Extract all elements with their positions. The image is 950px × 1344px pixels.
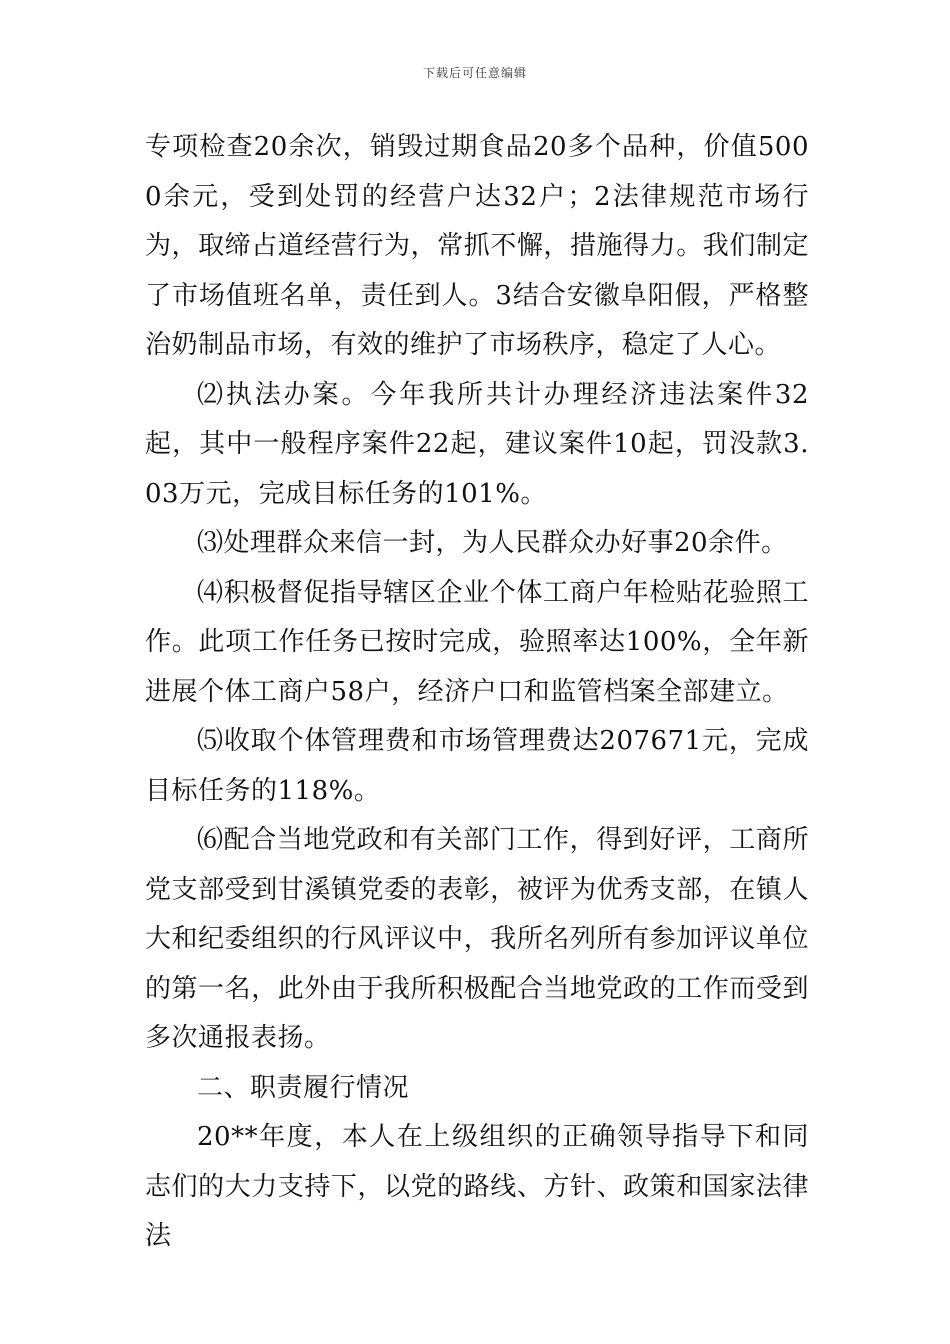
page-header-note: 下载后可任意编辑	[422, 66, 527, 80]
paragraph-6: ⑹配合当地党政和有关部门工作，得到好评，工商所党支部受到甘溪镇党委的表彰，被评为优秀支部，在镇人大和纪委组织的行风评议中，我所名列所有参加评议单位的第一名，此外由于我所积极配合当地党政的工作而受到多次通报表扬。	[145, 825, 809, 1053]
paragraph-1: 专项检查20余次，销毁过期食品20多个品种，价值5000余元，受到处罚的经营户达32户；2法律规范市场行为，取缔占道经营行为，常抓不懈，措施得力。我们制定了市场值班名单，责任到人。3结合安徽阜阳假，严格整治奶制品市场，有效的维护了市场秩序，稳定了人心。	[145, 132, 809, 360]
paragraph-3: ⑶处理群众来信一封，为人民群众办好事20余件。	[197, 528, 788, 558]
document-body	[145, 123, 809, 1262]
paragraph-4: ⑷积极督促指导辖区企业个体工商户年检贴花验照工作。此项工作任务已按时完成，验照率达100%，全年新进展个体工商户58户，经济户口和监管档案全部建立。	[145, 577, 809, 707]
paragraph-5: ⑸收取个体管理费和市场管理费达207671元，完成目标任务的118%。	[145, 726, 809, 806]
section-heading: 二、职责履行情况	[197, 1072, 410, 1103]
paragraph-7: 20**年度，本人在上级组织的正确领导指导下和同志们的大力支持下，以党的路线、方针、政策和国家法律法	[145, 1122, 809, 1251]
paragraph-2: ⑵执法办案。今年我所共计办理经济违法案件32起，其中一般程序案件22起，建议案件10起，罚没款3.03万元，完成目标任务的101%。	[145, 379, 809, 509]
